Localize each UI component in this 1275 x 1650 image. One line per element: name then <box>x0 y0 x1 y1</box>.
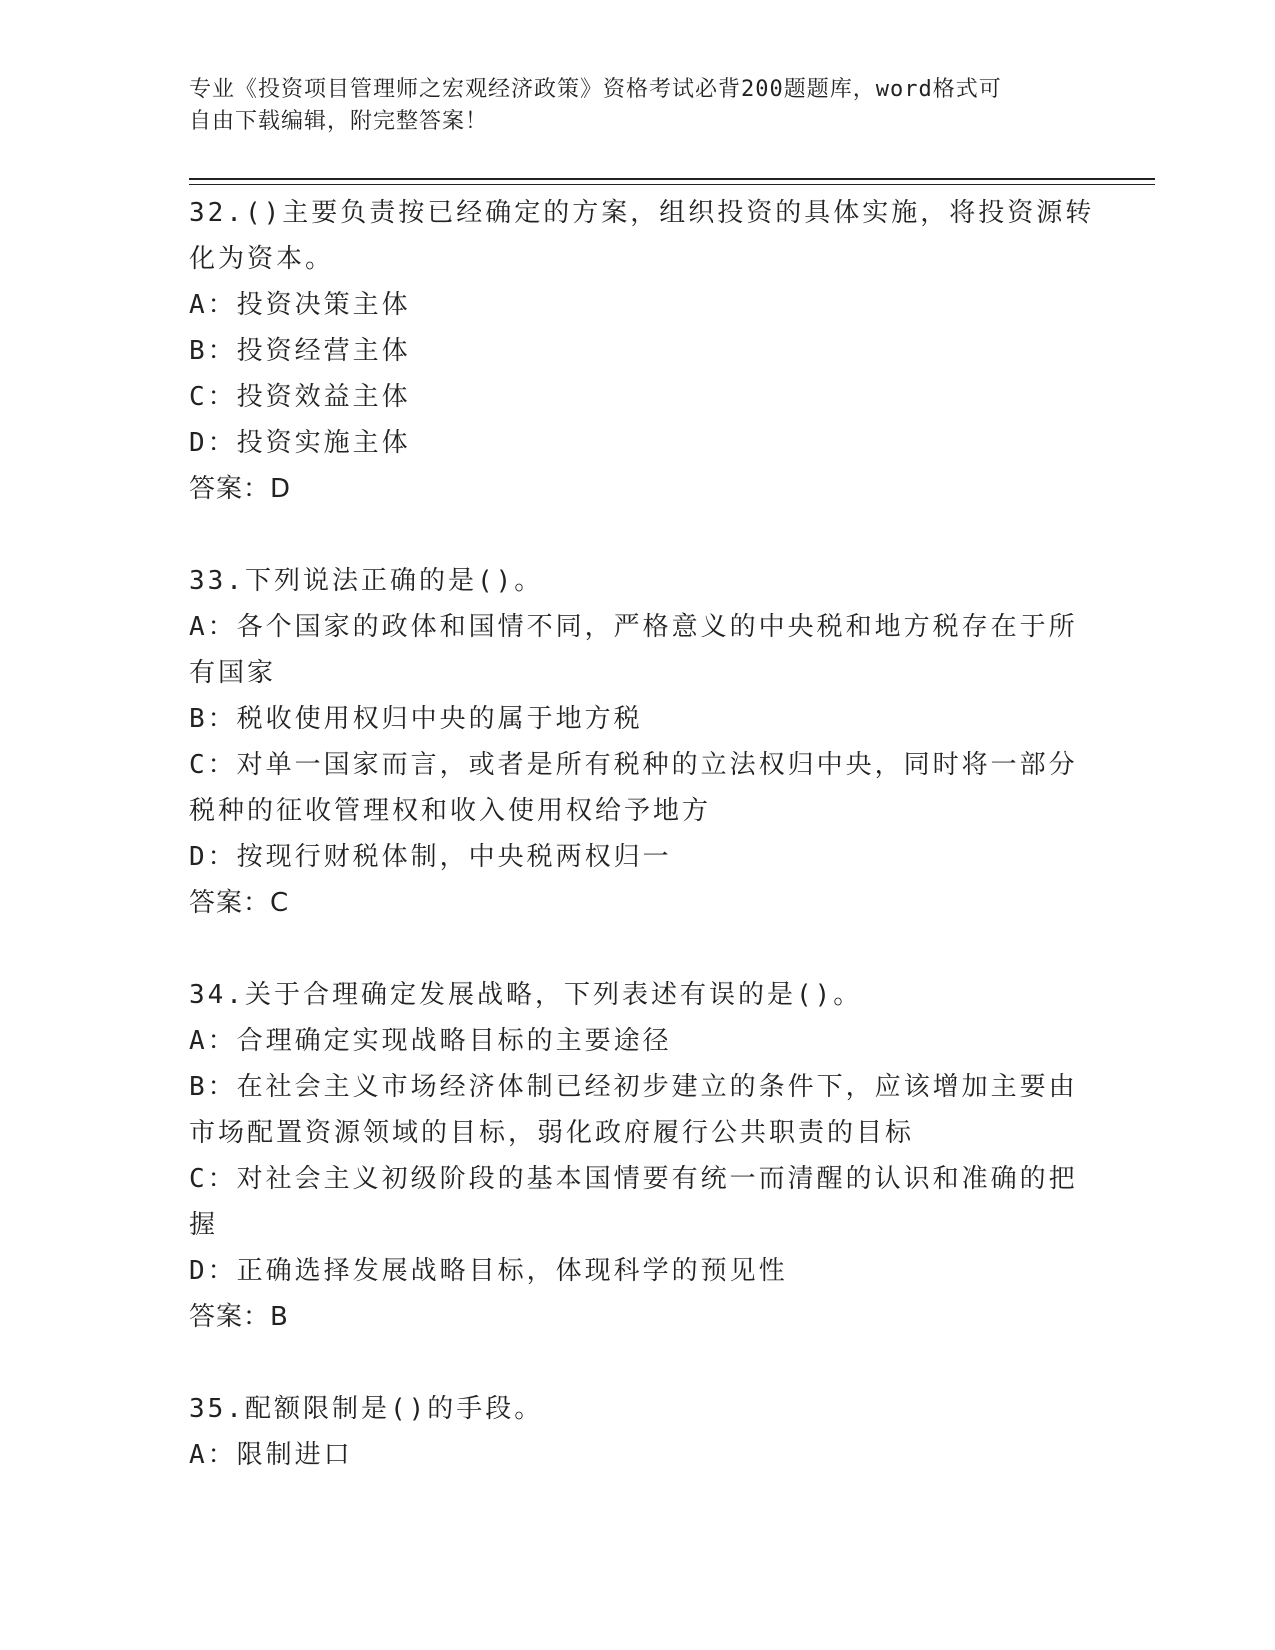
question-text: 化为资本。 <box>189 244 335 274</box>
header-line-2: 自由下载编辑，附完整答案！ <box>189 109 489 134</box>
option-a: A：各个国家的政体和国情不同，严格意义的中央税和地方税存在于所 <box>189 612 1078 642</box>
option-a: A：合理确定实现战略目标的主要途径 <box>189 1026 672 1056</box>
document-header <box>189 74 1069 138</box>
option-b: B：投资经营主体 <box>189 336 411 366</box>
option-b: 市场配置资源领域的目标，弱化政府履行公共职责的目标 <box>189 1118 915 1148</box>
option-c: 握 <box>189 1210 219 1240</box>
header-line-1: 专业《投资项目管理师之宏观经济政策》资格考试必背200题题库，word格式可 <box>189 77 1002 102</box>
answer: 答案：B <box>189 1302 289 1332</box>
question-35 <box>189 1386 1089 1478</box>
question-34 <box>189 972 1089 1340</box>
option-a: A：投资决策主体 <box>189 290 411 320</box>
option-d: D：投资实施主体 <box>189 428 411 458</box>
question-text: 32.()主要负责按已经确定的方案，组织投资的具体实施，将投资源转 <box>189 198 1095 228</box>
header-rule-thin <box>189 184 1155 185</box>
option-d: D：正确选择发展战略目标，体现科学的预见性 <box>189 1256 788 1286</box>
option-c: C：投资效益主体 <box>189 382 411 412</box>
question-33 <box>189 558 1089 926</box>
question-list <box>189 190 1095 1478</box>
spacer <box>189 926 1089 972</box>
question-32 <box>189 190 1095 512</box>
option-b: B：在社会主义市场经济体制已经初步建立的条件下，应该增加主要由 <box>189 1072 1078 1102</box>
answer: 答案：D <box>189 474 292 504</box>
question-text: 33.下列说法正确的是()。 <box>189 566 544 596</box>
option-b: B：税收使用权归中央的属于地方税 <box>189 704 643 734</box>
answer: 答案：C <box>189 888 290 918</box>
question-text: 35.配额限制是()的手段。 <box>189 1394 544 1424</box>
option-c: C：对社会主义初级阶段的基本国情要有统一而清醒的认识和准确的把 <box>189 1164 1078 1194</box>
option-d: D：按现行财税体制，中央税两权归一 <box>189 842 672 872</box>
option-c: C：对单一国家而言，或者是所有税种的立法权归中央，同时将一部分 <box>189 750 1078 780</box>
option-a: A：限制进口 <box>189 1440 353 1470</box>
option-a: 有国家 <box>189 658 277 688</box>
spacer <box>189 512 1089 558</box>
question-text: 34.关于合理确定发展战略，下列表述有误的是()。 <box>189 980 863 1010</box>
option-c: 税种的征收管理权和收入使用权给予地方 <box>189 796 712 826</box>
header-rule-thick <box>189 178 1155 180</box>
spacer <box>189 1340 1089 1386</box>
